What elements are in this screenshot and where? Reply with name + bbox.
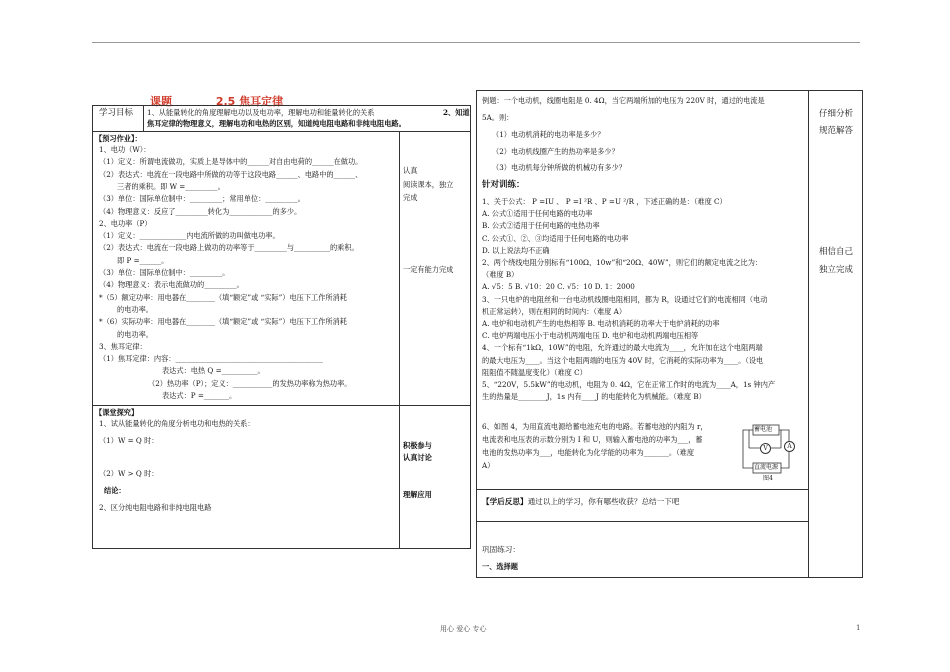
training-line: 的最大电压为____。当这个电阻两端的电压为 40V 时，它消耗的实际功率为____。（设电 bbox=[482, 355, 764, 365]
preview-line: 表达式：电热 Q =__________。 bbox=[162, 366, 265, 376]
example-q2: （2）电动机线圈产生的热功率是多少？ bbox=[492, 147, 619, 156]
row-divider-explore bbox=[92, 405, 471, 406]
training-line: 机正常运转），则在相同的时间内：（难度 A） bbox=[482, 306, 627, 316]
right-row-divider-reflection bbox=[476, 489, 808, 490]
title-label: 课题 bbox=[150, 95, 172, 108]
training-line: 生的热量是________J，1s 内有____J 的电能转化为机械能。（难度 B） bbox=[482, 392, 706, 402]
preview-heading: 【预习作业】： bbox=[95, 134, 142, 143]
training-line: D. 以上说法均不正确 bbox=[482, 245, 550, 255]
preview-line: 的电功率。 bbox=[117, 329, 153, 339]
training-heading: 针对训练： bbox=[482, 180, 525, 190]
preview-line: *（5）额定功率：用电器在________（填“额定”或 “实际”）电压下工作所消耗 bbox=[99, 292, 347, 302]
right-row-divider-consolidate bbox=[476, 521, 808, 522]
voltmeter-icon: V bbox=[760, 443, 771, 454]
training-line: A. √5：5 B. √10：20 C. √5：10 D. 1：2000 bbox=[482, 282, 635, 292]
preview-line: 三者的乘积。即 W =_________。 bbox=[117, 181, 225, 191]
q6-line4: A） bbox=[482, 461, 495, 470]
source-label: 直流电源 bbox=[754, 464, 779, 471]
preview-line: （2）表达式：电流在一段电路中所做的功等于这段电路______、电路中的______、 bbox=[99, 169, 363, 179]
preview-line: （2）热功率（P）；定义：___________的发热功率称为热功率。 bbox=[148, 378, 352, 388]
ammeter-icon: A bbox=[784, 441, 795, 452]
training-line: 1、关于公式： P =IU 、 P =I ²R 、P =U ²/R ，下述正确的是：（难度 C） bbox=[482, 197, 727, 206]
circuit-diagram bbox=[737, 424, 803, 484]
preview-side-4: 一定有能力完成 bbox=[403, 265, 454, 274]
side-note-a2: 规范解答 bbox=[819, 126, 854, 136]
reflection bbox=[482, 496, 679, 508]
battery-label: 蓄电池 bbox=[754, 426, 773, 433]
row-divider-objectives bbox=[92, 131, 471, 132]
preview-line: （3）单位：国际单位制中：_________；常用单位：_________。 bbox=[99, 194, 305, 204]
col-divider-label bbox=[143, 105, 144, 131]
training-line: C. 电炉两端电压小于电动机两端电压 D. 电炉和电动机两端电压相等 bbox=[482, 331, 699, 341]
explore-heading: 【课堂探究】 bbox=[95, 408, 139, 417]
objectives-label: 学习目标 bbox=[99, 108, 134, 118]
right-col-divider bbox=[808, 90, 809, 578]
training-line: C. 公式①、②、③均适用于任何电路的电功率 bbox=[482, 233, 629, 243]
preview-line: 3、焦耳定律： bbox=[99, 341, 147, 351]
preview-line: 2、电功率（P） bbox=[99, 218, 152, 228]
footer-text: 用心 爱心 专心 bbox=[440, 625, 487, 633]
preview-line: （4）物理意义：表示电流做功的_________。 bbox=[99, 280, 244, 290]
preview-line: 表达式：P =_______。 bbox=[162, 391, 237, 400]
example-line1: 例题：一个电动机，线圈电阻是 0. 4Ω，当它两端所加的电压为 220V 时，通过的电流是 bbox=[482, 96, 765, 105]
consolidate-heading: 巩固练习： bbox=[482, 545, 520, 554]
figure-caption: 图4 bbox=[763, 475, 773, 482]
side-note-b2: 独立完成 bbox=[819, 265, 854, 275]
explore-side-1b: 认真讨论 bbox=[403, 453, 432, 462]
reflection-label: 【学后反思】 bbox=[482, 497, 528, 506]
training-line: B. 公式②适用于任何电路的电热功率 bbox=[482, 221, 600, 231]
side-note-b1: 相信自己 bbox=[819, 247, 854, 257]
preview-line: （2）表达式：电流在一段电路上做功的功率等于_________与__________的乘积。 bbox=[99, 243, 359, 253]
objectives-line1b: 2、知道 bbox=[443, 108, 470, 117]
training-line: 3、一只电炉的电阻丝和一台电动机线圈电阻相同，都为 R，设通过它们的电流相同（电动 bbox=[482, 294, 768, 304]
q6-line1: 6、如图 4，为用直流电源给蓄电池充电的电路。若蓄电池的内阻为 r， bbox=[482, 422, 708, 431]
page-number: 1 bbox=[856, 624, 861, 632]
objectives-line2: 焦耳定律的物理意义，理解电功和电热的区别，知道纯电阻电路和非纯电阻电路。 bbox=[147, 119, 406, 128]
consolidate-sub: 一、选择题 bbox=[482, 562, 518, 571]
explore-line4: 结论： bbox=[104, 486, 126, 495]
explore-side-2: 理解应用 bbox=[403, 490, 432, 499]
preview-line: 1、电功（W）： bbox=[99, 145, 151, 154]
preview-line: （1）定义：所谓电流做功，实质上是导体中的______对自由电荷的______在做功。 bbox=[99, 157, 363, 167]
reflection-text: 通过以上的学习，你有哪些收获？总结一下吧 bbox=[527, 497, 680, 506]
training-line: A. 电炉和电动机产生的电热相等 B. 电动机消耗的功率大于电炉消耗的功率 bbox=[482, 319, 720, 328]
header-rule bbox=[92, 42, 860, 43]
explore-line2: （1）W = Q 时： bbox=[99, 436, 159, 445]
q6-line3: 电池的发热功率为___，电能转化为化学能的功率为_______。（难度 bbox=[482, 448, 695, 457]
explore-line5: 2、区分纯电阻电路和非纯电阻电路 bbox=[99, 503, 212, 512]
example-q3: （3）电动机每分钟所做的机械功有多少？ bbox=[492, 163, 626, 172]
example-line2: 5A。则： bbox=[482, 113, 514, 122]
objectives-line1: 1、从能量转化的角度理解电功以及电功率，理解电功和能量转化的关系 bbox=[147, 108, 375, 117]
preview-side-3: 完成 bbox=[403, 193, 418, 202]
preview-line: （3）单位：国际单位制中：_________。 bbox=[99, 268, 230, 277]
q6-line2: 电流表和电压表的示数分别为 I 和 U，则输入蓄电池的功率为___，蓄 bbox=[482, 435, 703, 444]
training-line: （难度 B） bbox=[482, 270, 519, 280]
explore-line3: （2）W > Q 时： bbox=[99, 469, 159, 478]
preview-line: （1）定义：_____________内电流所做的功叫做电功率。 bbox=[99, 231, 280, 241]
training-line: 4、一个标有“1kΩ，10W”的电阻，允许通过的最大电流为____，允许加在这个电阻两端 bbox=[482, 343, 763, 353]
preview-line: （1）焦耳定律：内容：_________________________________________ bbox=[99, 354, 323, 364]
training-line: 2、两个绕线电阻分别标有“100Ω、10w”和“20Ω、40W”，则它们的额定电流之比为： bbox=[482, 258, 763, 267]
preview-line: 的电功率。 bbox=[117, 304, 153, 314]
training-line: A. 公式①适用于任何电路的电功率 bbox=[482, 209, 593, 219]
side-note-a1: 仔细分析 bbox=[819, 109, 854, 119]
training-line: 阻阻值不随温度变化）（难度 C） bbox=[482, 367, 587, 377]
explore-side-1a: 积极参与 bbox=[403, 441, 432, 450]
preview-line: 即 P =______。 bbox=[117, 255, 169, 265]
preview-line: *（6）实际功率：用电器在________（填“额定”或 “实际”）电压下工作所消耗 bbox=[99, 317, 347, 327]
title-number: 2.5 焦耳定律 bbox=[215, 95, 284, 108]
preview-side-2: 阅读课本，独立 bbox=[403, 180, 454, 189]
preview-side-1: 认真 bbox=[403, 166, 418, 175]
preview-line: （4）物理意义：反应了_________转化为____________的多少。 bbox=[99, 206, 302, 216]
training-line: 5、“220V，5.5kW”的电动机，电阻为 0. 4Ω，它在正常工作时的电流为____A，1s 钟内产 bbox=[482, 380, 776, 389]
example-q1: （1）电动机消耗的电功率是多少？ bbox=[492, 130, 605, 139]
explore-line1: 1、试从能量转化的角度分析电功和电热的关系： bbox=[99, 419, 255, 428]
col-divider-side bbox=[399, 131, 400, 549]
